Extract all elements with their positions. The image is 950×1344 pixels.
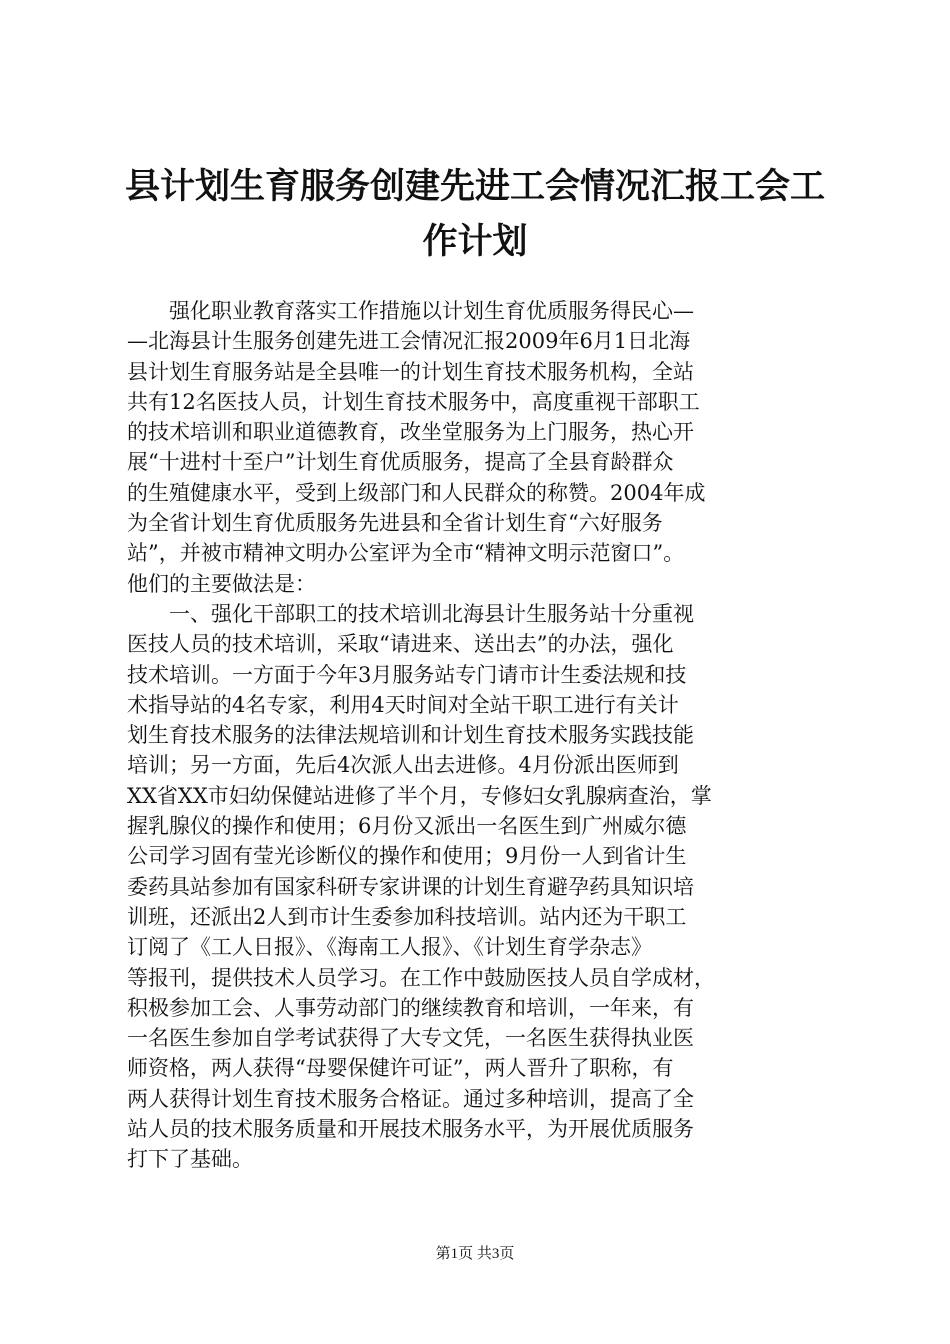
body-text-line: 他们的主要做法是： <box>127 571 316 596</box>
body-text-line: 师资格，两人获得“母婴保健许可证”，两人晋升了职称，有 <box>127 1056 674 1081</box>
body-text-line: 公司学习固有莹光诊断仪的操作和使用；9月份一人到省计生 <box>127 844 687 869</box>
body-text-line: 划生育技术服务的法律法规培训和计划生育技术服务实践技能 <box>127 723 694 748</box>
body-text-line: 展“十进村十至户”计划生育优质服务，提高了全县育龄群众 <box>127 450 674 475</box>
body-text-line: 订阅了《工人日报》、《海南工人报》、《计划生育学杂志》 <box>127 935 652 960</box>
body-text-line: 站人员的技术服务质量和开展技术服务水平，为开展优质服务 <box>127 1117 694 1142</box>
body-text-line: 的技术培训和职业道德教育，改坐堂服务为上门服务，热心开 <box>127 420 694 445</box>
body-text-line: 打下了基础。 <box>127 1147 253 1172</box>
body-text-line: 积极参加工会、人事劳动部门的继续教育和培训，一年来，有 <box>127 995 694 1020</box>
body-text-line: 医技人员的技术培训，采取“请进来、送出去”的办法，强化 <box>127 632 674 657</box>
body-text-line: 握乳腺仪的操作和使用；6月份又派出一名医生到广州威尔德 <box>127 814 687 839</box>
document-title-line-1: 县计划生育服务创建先进工会情况汇报工会工 <box>124 166 825 207</box>
page-footer: 第1页 共3页 <box>435 1246 515 1262</box>
body-text-line: 一、强化干部职工的技术培训北海县计生服务站十分重视 <box>127 601 694 626</box>
document-title-line-2: 作计划 <box>422 221 528 262</box>
body-text-line: —北海县计生服务创建先进工会情况汇报2009年6月1日北海 <box>127 329 691 354</box>
body-text-line: 等报刊，提供技术人员学习。在工作中鼓励医技人员自学成材， <box>127 965 715 990</box>
body-text-line: 县计划生育服务站是全县唯一的计划生育技术服务机构，全站 <box>127 359 694 384</box>
body-text-line: 站”，并被市精神文明办公室评为全市“精神文明示范窗口”。 <box>127 541 685 566</box>
document-body <box>127 296 827 1175</box>
body-text-line: 委药具站参加有国家科研专家讲课的计划生育避孕药具知识培 <box>127 874 694 899</box>
body-text-line: 技术培训。一方面于今年3月服务站专门请市计生委法规和技 <box>127 662 687 687</box>
body-text-line: 的生殖健康水平，受到上级部门和人民群众的称赞。2004年成 <box>127 480 706 505</box>
body-text-line: 术指导站的4名专家，利用4天时间对全站干职工进行有关计 <box>127 692 679 717</box>
body-text-line: 两人获得计划生育技术服务合格证。通过多种培训，提高了全 <box>127 1086 694 1111</box>
body-text-line: 共有12名医技人员，计划生育技术服务中，高度重视干部职工 <box>127 389 700 414</box>
body-text-line: 强化职业教育落实工作措施以计划生育优质服务得民心— <box>127 299 694 323</box>
body-text-line: 培训；另一方面，先后4次派人出去进修。4月份派出医师到 <box>127 753 679 778</box>
body-text-line: 训班，还派出2人到市计生委参加科技培训。站内还为干职工 <box>127 904 687 929</box>
body-text-line: XX省XX市妇幼保健站进修了半个月，专修妇女乳腺病查治，掌 <box>127 783 712 808</box>
body-text-line: 一名医生参加自学考试获得了大专文凭，一名医生获得执业医 <box>127 1026 694 1051</box>
body-text-line: 为全省计划生育优质服务先进县和全省计划生育“六好服务 <box>127 511 663 536</box>
